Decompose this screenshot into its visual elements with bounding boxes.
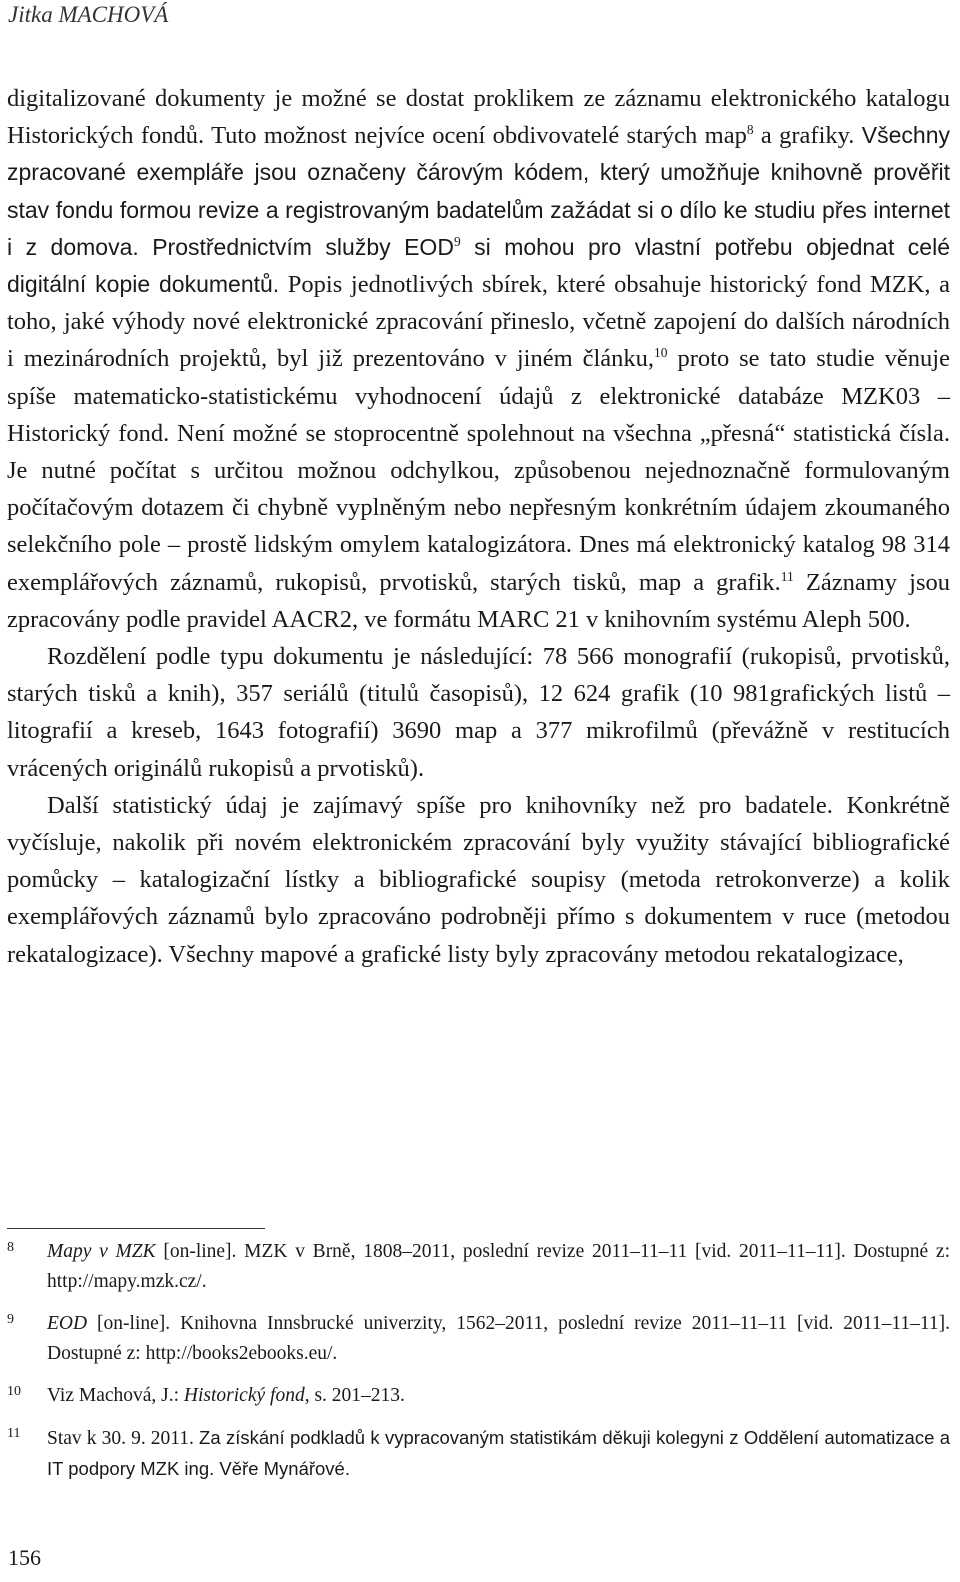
footnote-number: 9 (7, 1312, 14, 1327)
footnote-10: 10 Viz Machová, J.: Historický fond, s. 201–213. (7, 1381, 950, 1411)
footnote-11: 11 Stav k 30. 9. 2011. Za získání podkladů k vypracovaným statistikám děkuji kolegyni z Oddělení automatizace a IT podpory MZK ing. Věře Mynářové. (7, 1423, 950, 1485)
paragraph-2: Rozdělení podle typu dokumentu je následující: 78 566 monografií (rukopisů, prvotisků, starých tisků a knih), 357 seriálů (titulů časopisů), 12 624 grafik (10 981grafických listů – litografií a kreseb, 1643 fotografií) 3690 map a 377 mikrofilmů (převážně v restitucích vrácených originálů rukopisů a prvotisků). (7, 643, 950, 782)
paragraph-1: digitalizované dokumenty je možné se dostat proklikem ze záznamu elektronického katalogu Historických fondů. Tuto možnost nejvíce ocení obdivovatelé starých map$^8$ a grafiky. Všechny zpracované exempláře jsou označeny čárovým kódem, který umožňuje knihovně prověřit stav fondu formou revize a registrovaným badatelům zažádat si o dílo ke studiu přes internet i z domova. Prostřednictvím služby EOD$^9$ si mohou pro vlastní potřebu objednat celé digitální kopie dokumentů. Popis jednotlivých sbírek, které obsahuje historický fond MZK, a toho, jaké výhody nové elektronické zpracování přineslo, včetně zapojení do dalších národních i mezinárodních projektů, byl již prezentováno v jiném článku,$^{10}$ proto se tato studie věnuje spíše matematicko-statistickému vyhodnocení údajů z elektronické databáze MZK03 – Historický fond. Není možné se stoprocentně spolehnout na všechna „přesná“ statistická čísla. Je nutné počítat s určitou možnou odchylkou, způsobenou nejednoznačně formulovaným počítačovým dotazem či chybně vyplněným nebo nepřesným konkrétním údajem zkoumaného selekčního pole – prostě lidským omylem katalogizátora. Dnes má elektronický katalog 98 314 exemplářových záznamů, rukopisů, prvotisků, starých tisků, map a grafik.$^{11}$ Záznamy jsou zpracovány podle pravidel AACR2, ve formátu MARC 21 v knihovním systému Aleph 500. (7, 85, 950, 633)
footnote-ref-11: 11 (780, 568, 794, 584)
sans-passage-1: Všechny zpracované exempláře jsou označeny čárovým kódem, který umožňuje knihovně prověřit stav fondu formou revize a registrovaným badatelům zažádat si o dílo ke studiu přes internet i z domova. Prostřednictvím služby EOD (7, 122, 950, 260)
footnote-8: 8 Mapy v MZK [on-line]. MZK v Brně, 1808–2011, poslední revize 2011–11–11 [vid. 2011–11–11]. Dostupné z: http://mapy.mzk.cz/. (7, 1237, 950, 1297)
footnote-ref-9: 9 (453, 233, 461, 249)
footnote-ref-8: 8 (746, 122, 754, 138)
page-number: 156 (8, 1545, 41, 1570)
running-header: Jitka MACHOVÁ (8, 2, 169, 27)
footnote-number: 8 (7, 1240, 14, 1255)
footnotes (7, 1237, 950, 1497)
sans-passage-2: si mohou pro vlastní potřebu objednat celé digitální kopie dokumentů. (7, 233, 950, 298)
footnote-separator (7, 1228, 265, 1229)
footnote-9: 9 EOD [on-line]. Knihovna Innsbrucké univerzity, 1562–2011, poslední revize 2011–11–11 [vid. 2011–11–11]. Dostupné z: http://books2ebooks.eu/. (7, 1309, 950, 1369)
footnote-ref-10: 10 (654, 345, 668, 361)
paragraph-3: Další statistický údaj je zajímavý spíše pro knihovníky než pro badatele. Konkrétně vyčísluje, nakolik při novém elektronickém zpracování byly využity stávající bibliografické pomůcky – katalogizační lístky a bibliografické soupisy (metoda retrokonverze) a kolik exemplářových záznamů bylo zpracováno podrobněji přímo s dokumentem v ruce (metodou rekatalogizace). Všechny mapové a grafické listy byly zpracovány metodou rekatalogizace, (7, 791, 950, 968)
footnote-number: 11 (7, 1426, 21, 1441)
footnote-number: 10 (7, 1384, 21, 1399)
body-text (7, 80, 950, 973)
